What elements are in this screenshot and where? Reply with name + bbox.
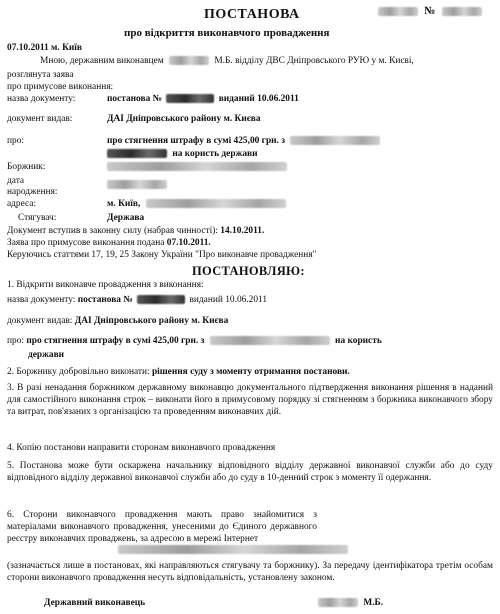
- item-issued: документ видав: ДАІ Дніпровського району м. Києва: [7, 316, 229, 326]
- item-6b: (зазначається лише в постановах, які направляються стягувачу та боржнику). За передачу ідентифікатора третім особам сторони виконавчого провадження несуть відповідальність, установлену законом.: [7, 561, 493, 584]
- item-5: 5. Постанова може бути оскаржена начальнику відповідного відділу державної виконавчої служби або до суду відповідного відділу державної виконавчої служби або до суду в 10-денний строк з моменту її одержання.: [7, 461, 493, 484]
- redacted-text: [169, 56, 209, 65]
- collector-label: Стягувач:: [18, 213, 57, 223]
- birth-label: дата народження:: [7, 176, 58, 197]
- redacted-text: [146, 199, 286, 208]
- birth-value: [107, 180, 167, 191]
- debtor-label: Боржник:: [7, 162, 46, 172]
- item-about: про: про стягнення штрафу в сумі 425,00 грн. з на користь: [7, 336, 382, 346]
- document-title: ПОСТАНОВА: [204, 7, 300, 22]
- official-title: Державний виконавець: [44, 598, 146, 608]
- redacted-text: [442, 7, 482, 16]
- redacted-text: [290, 136, 380, 145]
- address-label: адреса:: [7, 199, 37, 209]
- doc-name-value: постанова № виданий 10.06.2011: [107, 94, 299, 104]
- effective-note: Документ вступив в законну силу (набрав чинності): 14.10.2011.: [7, 226, 265, 236]
- official-signature: М.Б.: [318, 598, 383, 609]
- item-4: 4. Копію постанови направити сторонам виконавчого провадження: [7, 443, 276, 453]
- about-label: про:: [7, 136, 24, 146]
- redacted-text: [318, 598, 358, 607]
- item-6-url: [118, 545, 348, 556]
- redacted-text: [210, 336, 330, 345]
- address-value: м. Київ,: [107, 199, 286, 210]
- item-about-2: держави: [28, 350, 65, 360]
- collector-value: Держава: [107, 213, 145, 223]
- redacted-text: [107, 149, 167, 158]
- debtor-value: [107, 162, 287, 173]
- application-note: Заява про примусове виконання подана 07.10.2011.: [7, 238, 211, 248]
- enforcement-text: про примусове виконання:: [7, 82, 114, 92]
- redacted-text: [118, 545, 348, 554]
- redacted-text: [107, 162, 287, 171]
- issued-label: документ видав:: [7, 114, 73, 124]
- redacted-text: [378, 7, 418, 16]
- about-value-1: про стягнення штрафу в сумі 425,00 грн. з: [107, 136, 380, 147]
- redacted-text: [166, 94, 214, 103]
- document-number: №: [378, 5, 482, 18]
- reviewed-text: розглянута заява: [7, 70, 74, 80]
- item-2: 2. Боржнику добровільно виконати: рішення суду з моменту отримання постанови.: [7, 367, 350, 377]
- resolve-heading: ПОСТАНОВЛЯЮ:: [192, 264, 305, 278]
- guided-note: Керуючись статтями 17, 19, 25 Закону України "Про виконавче провадження": [7, 250, 317, 260]
- issued-value: ДАІ Дніпровського району м. Києва: [107, 114, 261, 124]
- item-doc-name: назва документу: постанова № виданий 10.06.2011: [7, 295, 268, 305]
- date-city: 07.10.2011 м. Київ: [7, 43, 82, 53]
- intro-line: Мною, державним виконавцем М.Б. відділу ДВС Дніпровського РУЮ у м. Києві,: [40, 56, 414, 66]
- about-value-2: на користь держави: [107, 149, 258, 160]
- redacted-text: [107, 180, 167, 189]
- document-subtitle: про відкриття виконавчого провадження: [124, 27, 330, 39]
- doc-name-label: назва документу:: [7, 94, 76, 104]
- redacted-text: [137, 295, 185, 304]
- item-3: 3. В разі ненадання боржником державному виконавцю документального підтвердження виконання рішення в наданий для самостійного виконання строк – виконати його в примусовому порядку зі стягненням з боржника виконавчого збору та витрат, пов'язаних з організацією та проведенням виконавчих дій.: [7, 383, 493, 418]
- item-1: 1. Відкрити виконавче провадження з виконання:: [7, 280, 204, 290]
- item-6a: 6. Сторони виконавчого провадження мають право знайомитися з матеріалами виконавчого провадження, унесеними до Єдиного державного реєстру виконавчих проваджень, за адресою в мережі Інтернет: [7, 510, 317, 545]
